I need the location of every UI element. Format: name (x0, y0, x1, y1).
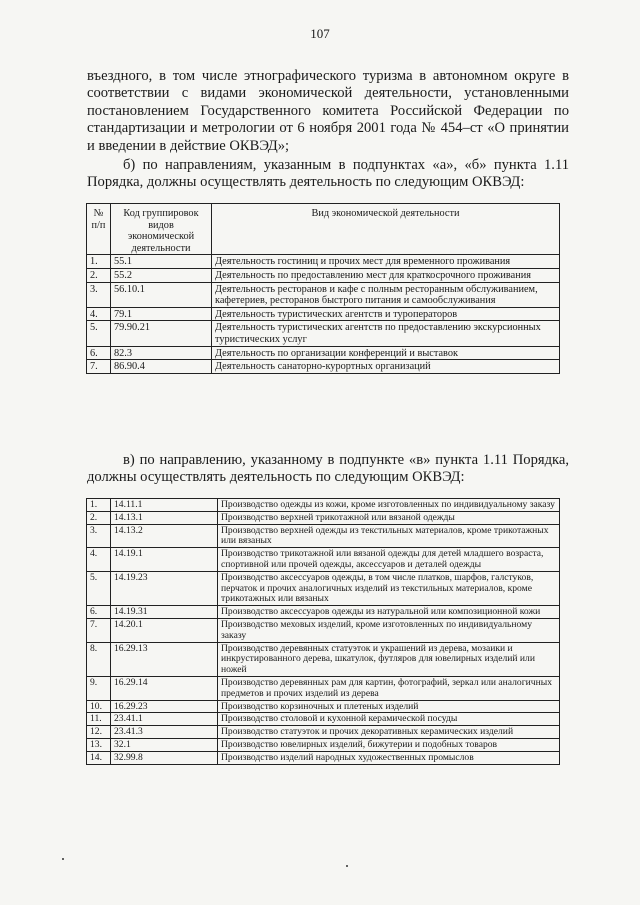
row-activity: Производство столовой и кухонной керамической посуды (218, 713, 560, 726)
table-header-row (87, 204, 560, 255)
row-activity: Производство одежды из кожи, кроме изготовленных по индивидуальному заказу (218, 499, 560, 512)
row-code: 79.90.21 (111, 321, 212, 346)
row-activity: Производство меховых изделий, кроме изготовленных по индивидуальному заказу (218, 618, 560, 642)
table2-body (87, 499, 560, 765)
table-row (87, 268, 560, 282)
row-number: 9. (87, 676, 111, 700)
row-number: 7. (87, 618, 111, 642)
row-code: 32.1 (111, 738, 218, 751)
row-number: 5. (87, 321, 111, 346)
table-row (87, 499, 560, 512)
table1-body (87, 255, 560, 373)
table-row (87, 726, 560, 739)
row-activity: Деятельность туристических агентств по предоставлению экскурсионных туристических услуг (212, 321, 560, 346)
row-activity: Производство аксессуаров одежды, в том числе платков, шарфов, галстуков, перчаток и прочих аналогичных изделий из текстильных материалов, кроме трикотажных или вязаных (218, 571, 560, 605)
scan-dot (62, 858, 64, 860)
table-row (87, 606, 560, 619)
row-code: 82.3 (111, 346, 212, 360)
row-number: 2. (87, 511, 111, 524)
row-activity: Деятельность ресторанов и кафе с полным ресторанным обслуживанием, кафетериев, ресторанов быстрого питания и самообслуживания (212, 282, 560, 307)
row-activity: Производство ювелирных изделий, бижутерии и подобных товаров (218, 738, 560, 751)
row-activity: Производство изделий народных художественных промыслов (218, 751, 560, 764)
row-number: 8. (87, 642, 111, 676)
row-number: 6. (87, 606, 111, 619)
header-activity: Вид экономической деятельности (212, 204, 560, 255)
okved-table-tourism (86, 203, 560, 374)
row-code: 14.19.23 (111, 571, 218, 605)
row-activity: Производство трикотажной или вязаной одежды для детей младшего возраста, спортивной или прочей одежды, аксессуаров и деталей одежды (218, 548, 560, 572)
row-code: 14.11.1 (111, 499, 218, 512)
paragraph-1: въездного, в том числе этнографического туризма в автономном округе в соответствии с видами экономической деятельности, установленными постановлением Государственного комитета Российской Федерации по стандартизации и метрологии от 6 ноября 2001 года № 454–ст «О принятии и введении в действие ОКВЭД»; (87, 68, 569, 154)
header-number: № п/п (87, 204, 111, 255)
row-activity: Деятельность санаторно-курортных организаций (212, 360, 560, 374)
row-code: 16.29.13 (111, 642, 218, 676)
row-number: 3. (87, 282, 111, 307)
row-code: 14.13.2 (111, 524, 218, 548)
okved-table-crafts (86, 498, 560, 765)
row-number: 10. (87, 700, 111, 713)
row-activity: Деятельность гостиниц и прочих мест для временного проживания (212, 255, 560, 269)
row-code: 16.29.23 (111, 700, 218, 713)
row-number: 14. (87, 751, 111, 764)
row-number: 5. (87, 571, 111, 605)
row-code: 14.20.1 (111, 618, 218, 642)
row-code: 23.41.1 (111, 713, 218, 726)
row-activity: Деятельность туристических агентств и туроператоров (212, 307, 560, 321)
row-code: 23.41.3 (111, 726, 218, 739)
scan-dot (346, 865, 348, 867)
row-number: 3. (87, 524, 111, 548)
row-code: 16.29.14 (111, 676, 218, 700)
table-row (87, 282, 560, 307)
row-number: 4. (87, 307, 111, 321)
table-row (87, 713, 560, 726)
row-number: 12. (87, 726, 111, 739)
table-row (87, 255, 560, 269)
table-row (87, 360, 560, 374)
row-activity: Производство статуэток и прочих декоративных керамических изделий (218, 726, 560, 739)
table-row (87, 642, 560, 676)
row-number: 1. (87, 499, 111, 512)
row-code: 79.1 (111, 307, 212, 321)
row-number: 2. (87, 268, 111, 282)
row-number: 6. (87, 346, 111, 360)
table-row (87, 571, 560, 605)
table-row (87, 618, 560, 642)
row-code: 14.19.1 (111, 548, 218, 572)
row-code: 14.13.1 (111, 511, 218, 524)
row-activity: Производство деревянных рам для картин, фотографий, зеркал или аналогичных предметов и прочих изделий из дерева (218, 676, 560, 700)
row-code: 56.10.1 (111, 282, 212, 307)
row-activity: Производство корзиночных и плетеных изделий (218, 700, 560, 713)
page-number: 107 (310, 26, 330, 41)
table-row (87, 700, 560, 713)
row-activity: Деятельность по предоставлению мест для краткосрочного проживания (212, 268, 560, 282)
row-number: 1. (87, 255, 111, 269)
table-row (87, 548, 560, 572)
row-code: 86.90.4 (111, 360, 212, 374)
row-activity: Деятельность по организации конференций и выставок (212, 346, 560, 360)
table-row (87, 676, 560, 700)
header-code: Код группировок видов экономической деятельности (111, 204, 212, 255)
table-row (87, 524, 560, 548)
table-row (87, 511, 560, 524)
row-number: 11. (87, 713, 111, 726)
row-activity: Производство верхней одежды из текстильных материалов, кроме трикотажных или вязаных (218, 524, 560, 548)
table-row (87, 738, 560, 751)
row-activity: Производство аксессуаров одежды из натуральной или композиционной кожи (218, 606, 560, 619)
row-code: 55.1 (111, 255, 212, 269)
row-number: 7. (87, 360, 111, 374)
row-code: 32.99.8 (111, 751, 218, 764)
table-row (87, 307, 560, 321)
row-activity: Производство деревянных статуэток и украшений из дерева, мозаики и инкрустированного дерева, шкатулок, футляров для ювелирных изделий или ножей (218, 642, 560, 676)
row-number: 4. (87, 548, 111, 572)
row-activity: Производство верхней трикотажной или вязаной одежды (218, 511, 560, 524)
table-row (87, 321, 560, 346)
table-row (87, 751, 560, 764)
paragraph-2: б) по направлениям, указанным в подпунктах «а», «б» пункта 1.11 Порядка, должны осуществлять деятельность по следующим ОКВЭД: (87, 157, 569, 191)
row-code: 55.2 (111, 268, 212, 282)
row-number: 13. (87, 738, 111, 751)
row-code: 14.19.31 (111, 606, 218, 619)
paragraph-3: в) по направлению, указанному в подпункте «в» пункта 1.11 Порядка, должны осуществлять деятельность по следующим ОКВЭД: (87, 452, 569, 486)
table-row (87, 346, 560, 360)
